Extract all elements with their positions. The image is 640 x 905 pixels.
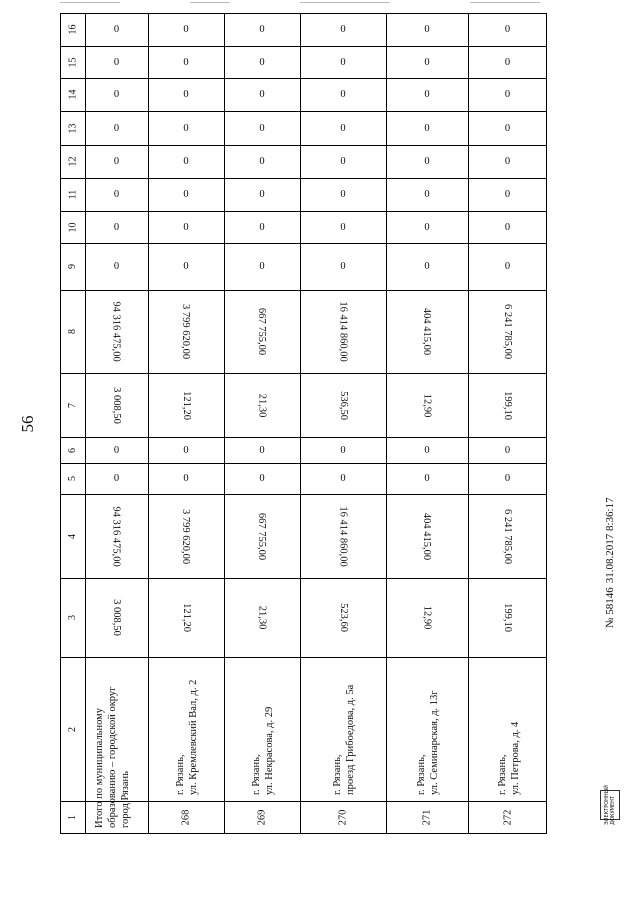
table-row-270-col4-text: 16 414 860,00 xyxy=(337,505,349,567)
table-row-269-col14 xyxy=(224,78,300,111)
table-row-270-col16 xyxy=(300,13,386,46)
column-header-14 xyxy=(60,78,85,111)
row-address-line: ул. Кремлевский Вал, д. 2 xyxy=(188,679,199,795)
table-row-271-col8-text: 404 415,00 xyxy=(421,307,433,356)
table-row-271-col15-text: 0 xyxy=(424,56,430,68)
table-row-270-col11 xyxy=(300,178,386,211)
table-row-268-col5-text: 0 xyxy=(183,473,189,484)
column-header-7-text: 7 xyxy=(67,402,78,408)
doc-number: № 58146 xyxy=(604,587,616,628)
row-address xyxy=(496,722,522,795)
table-row-268-col15-text: 0 xyxy=(183,56,189,68)
table-row-272-col14-text: 0 xyxy=(504,89,511,100)
column-header-2-text: 2 xyxy=(67,726,78,732)
row-address xyxy=(415,690,441,795)
total-row-col4 xyxy=(85,494,148,578)
column-header-3-text: 3 xyxy=(67,615,78,620)
table-row-268-col14-text: 0 xyxy=(183,89,189,100)
table-row-270-col5 xyxy=(300,463,386,494)
row-number xyxy=(468,801,547,834)
total-row-col8 xyxy=(85,290,148,373)
table-row-268-col8-text: 3 799 620,00 xyxy=(180,303,192,360)
table-row-270-col3 xyxy=(300,578,386,657)
table-row-268-col3-text: 121,20 xyxy=(180,603,192,632)
row-number xyxy=(224,801,300,834)
table-row-272-col3-text: 199,10 xyxy=(502,603,513,632)
table-row-270-col6-text: 0 xyxy=(340,444,346,456)
column-header-10 xyxy=(60,211,85,243)
table-row-272-col3 xyxy=(468,578,547,657)
row-number-text: 268 xyxy=(180,809,192,826)
table-row-268-col7 xyxy=(148,373,224,437)
row-address-line: проезд Грибоедова, д. 5а xyxy=(345,684,356,795)
table-row-271-col5 xyxy=(386,463,468,494)
table-row-271-col7 xyxy=(386,373,468,437)
column-header-13-text: 13 xyxy=(67,123,78,133)
table-row-269-col8 xyxy=(224,290,300,373)
column-header-16 xyxy=(60,13,85,46)
table-row-270-col15-text: 0 xyxy=(340,56,346,68)
table-row-269-col12 xyxy=(224,145,300,178)
table-row-268-col8 xyxy=(148,290,224,373)
table-row-270-col7 xyxy=(300,373,386,437)
total-row-col11 xyxy=(85,178,148,211)
table-row-272-col6 xyxy=(468,437,547,463)
table-row-270-col7-text: 536,50 xyxy=(337,390,349,420)
table-row-268-col7-text: 121,20 xyxy=(180,390,192,420)
row-address xyxy=(331,685,357,795)
total-row-col6-text: 0 xyxy=(113,444,120,456)
column-header-13 xyxy=(60,111,85,145)
total-row-col7 xyxy=(85,373,148,437)
column-header-12-text: 12 xyxy=(67,156,78,167)
row-address xyxy=(174,680,200,795)
table-row-269-col14-text: 0 xyxy=(259,89,265,100)
table-row-270-col13-text: 0 xyxy=(340,122,346,134)
column-header-15-text: 15 xyxy=(67,57,78,67)
table-row-272-col6-text: 0 xyxy=(504,444,511,456)
total-row-col16 xyxy=(85,13,148,46)
table-row-269-col3 xyxy=(224,578,300,657)
table-row-272-col13 xyxy=(468,111,547,145)
table-row-271-col13-text: 0 xyxy=(424,122,430,134)
column-header-8-text: 8 xyxy=(67,329,78,334)
table-row-271-col11-text: 0 xyxy=(424,189,430,200)
table-row-272-col4-text: 6 241 785,00 xyxy=(502,508,513,564)
total-row-col4-text: 94 316 475,00 xyxy=(111,505,122,567)
total-row-col3-text: 3 008,50 xyxy=(111,599,122,636)
table-row-268-col3 xyxy=(148,578,224,657)
total-row-col9 xyxy=(85,243,148,290)
total-row-label-line: город Рязань xyxy=(120,771,131,828)
table-row-268-col11-text: 0 xyxy=(183,189,189,200)
table-row-272-col8-text: 6 241 785,00 xyxy=(502,303,513,360)
table-row-272-col12 xyxy=(468,145,547,178)
table-row-271-col16-text: 0 xyxy=(424,24,430,35)
column-header-6 xyxy=(60,437,85,463)
table-row-272-col12-text: 0 xyxy=(504,156,511,167)
column-header-8 xyxy=(60,290,85,373)
row-address-line: г. Рязань, xyxy=(332,754,343,795)
table-row-271-col10-text: 0 xyxy=(424,221,430,233)
table-row-272-col7-text: 199,10 xyxy=(502,390,513,420)
column-header-1 xyxy=(60,801,85,834)
table-row-271-col9 xyxy=(386,243,468,290)
scan-noise xyxy=(470,2,540,3)
table-row-271-col16 xyxy=(386,13,468,46)
total-row-col5 xyxy=(85,463,148,494)
table-row-269-col3-text: 21,30 xyxy=(256,605,268,630)
column-header-11-text: 11 xyxy=(66,189,78,200)
table-row-270-col10-text: 0 xyxy=(340,221,346,233)
column-header-16-text: 16 xyxy=(67,24,78,35)
total-row-col14-text: 0 xyxy=(113,89,120,100)
table-row-271-col5-text: 0 xyxy=(424,473,430,484)
row-number-text: 270 xyxy=(337,809,349,826)
row-number xyxy=(386,801,468,834)
column-header-6-text: 6 xyxy=(67,447,78,453)
total-row-col9-text: 0 xyxy=(113,261,120,272)
table-row-272-col13-text: 0 xyxy=(504,122,511,134)
table-row-272-col10-text: 0 xyxy=(504,221,511,233)
table-row-271-col8 xyxy=(386,290,468,373)
table-row-272-col4 xyxy=(468,494,547,578)
table-row-268-col4 xyxy=(148,494,224,578)
table-row-269-col7-text: 21,30 xyxy=(256,393,268,417)
table-row-270-col14 xyxy=(300,78,386,111)
table-row-271-col6 xyxy=(386,437,468,463)
column-header-7 xyxy=(60,373,85,437)
page-number: 56 xyxy=(18,415,37,433)
row-address-line: ул. Некрасова, д. 29 xyxy=(264,706,275,795)
table-row-268-col14 xyxy=(148,78,224,111)
table-row-270-col16-text: 0 xyxy=(340,24,346,35)
table-row-272-col11 xyxy=(468,178,547,211)
table-row-268-col16 xyxy=(148,13,224,46)
row-address-line: ул. Семинарская, д. 13г xyxy=(429,690,440,795)
table-row-268-col12 xyxy=(148,145,224,178)
table-row-268-col16-text: 0 xyxy=(183,24,189,35)
total-row-col13-text: 0 xyxy=(113,122,120,134)
column-header-4-text: 4 xyxy=(67,533,78,539)
total-row-label-line: образованию – городской округ xyxy=(107,686,118,828)
table-row-271-col14-text: 0 xyxy=(424,89,430,100)
row-address-line: г. Рязань, xyxy=(251,754,262,795)
table-row-269-col6 xyxy=(224,437,300,463)
table-row-270-col12 xyxy=(300,145,386,178)
row-address-line: ул. Петрова, д. 4 xyxy=(510,721,521,795)
total-row-col6 xyxy=(85,437,148,463)
row-number-text: 272 xyxy=(502,809,513,826)
table-row-269-col13-text: 0 xyxy=(259,122,265,134)
column-header-1-text: 1 xyxy=(67,815,78,820)
total-row-label xyxy=(93,687,132,828)
table-row-269-col8-text: 667 755,00 xyxy=(256,307,268,356)
column-header-10-text: 10 xyxy=(67,222,78,232)
table-row-268-col10-text: 0 xyxy=(183,221,189,233)
table-row-269-col10 xyxy=(224,211,300,243)
table-row-271-col10 xyxy=(386,211,468,243)
table-row-271-col6-text: 0 xyxy=(424,444,430,456)
table-row-269-col15-text: 0 xyxy=(259,56,265,68)
scan-noise xyxy=(190,2,230,3)
total-row-col15-text: 0 xyxy=(113,56,120,68)
table-row-270-col9-text: 0 xyxy=(340,261,346,272)
table-row-271-col3-text: 12,90 xyxy=(421,605,433,630)
column-header-12 xyxy=(60,145,85,178)
scan-noise xyxy=(60,2,120,3)
column-header-11 xyxy=(60,178,85,211)
stamp-text: ЭЛЕКТРОННЫЙ ДОКУМЕНТ xyxy=(604,785,616,825)
total-row-col12-text: 0 xyxy=(113,156,120,167)
table-row-272-col14 xyxy=(468,78,547,111)
table-row-271-col14 xyxy=(386,78,468,111)
table-row-272-col8 xyxy=(468,290,547,373)
row-number xyxy=(148,801,224,834)
table-row-271-col12-text: 0 xyxy=(424,156,430,167)
table-row-269-col5-text: 0 xyxy=(259,473,265,484)
total-row-col5-text: 0 xyxy=(113,473,120,484)
total-row-col11-text: 0 xyxy=(113,189,120,200)
total-row-col16-text: 0 xyxy=(113,24,120,35)
table-row-269-col11-text: 0 xyxy=(259,189,265,200)
table-row-270-col6 xyxy=(300,437,386,463)
column-header-9 xyxy=(60,243,85,290)
table-row-269-col4 xyxy=(224,494,300,578)
column-header-4 xyxy=(60,494,85,578)
table-row-268-col11 xyxy=(148,178,224,211)
total-row-col10 xyxy=(85,211,148,243)
row-address-line: г. Рязань, xyxy=(497,754,508,795)
table-row-268-col6 xyxy=(148,437,224,463)
table-row-268-col15 xyxy=(148,46,224,78)
table-row-268-col13-text: 0 xyxy=(183,122,189,134)
column-header-15 xyxy=(60,46,85,78)
row-address-line: г. Рязань, xyxy=(416,754,427,795)
scan-noise xyxy=(300,2,390,3)
total-row-col15 xyxy=(85,46,148,78)
table-row-271-col9-text: 0 xyxy=(424,261,430,272)
table-row-269-col16-text: 0 xyxy=(259,24,265,35)
table-row-272-col16-text: 0 xyxy=(504,24,511,35)
table-row-271-col7-text: 12,90 xyxy=(421,393,433,417)
table-row-271-col12 xyxy=(386,145,468,178)
row-number-text: 269 xyxy=(256,809,268,826)
table-row-268-col4-text: 3 799 620,00 xyxy=(180,508,192,564)
table-row-272-col9-text: 0 xyxy=(504,261,511,272)
row-address-line: г. Рязань, xyxy=(175,754,186,795)
table-row-272-col10 xyxy=(468,211,547,243)
table-row-270-col9 xyxy=(300,243,386,290)
table-row-272-col7 xyxy=(468,373,547,437)
row-address xyxy=(250,707,276,795)
total-row-col8-text: 94 316 475,00 xyxy=(111,301,122,362)
footer xyxy=(600,438,620,628)
table-row-270-col3-text: 523,60 xyxy=(337,603,349,632)
table-row-272-col15 xyxy=(468,46,547,78)
table-row-270-col14-text: 0 xyxy=(340,89,346,100)
table-row-269-col13 xyxy=(224,111,300,145)
table-row-271-col11 xyxy=(386,178,468,211)
total-row-col13 xyxy=(85,111,148,145)
table-row-268-col13 xyxy=(148,111,224,145)
table-row-272-col16 xyxy=(468,13,547,46)
table-row-271-col13 xyxy=(386,111,468,145)
total-row-col14 xyxy=(85,78,148,111)
table-row-271-col15 xyxy=(386,46,468,78)
table-row-272-col15-text: 0 xyxy=(504,56,511,68)
table-row-268-col10 xyxy=(148,211,224,243)
table-row-270-col5-text: 0 xyxy=(340,473,346,484)
table-row-272-col5 xyxy=(468,463,547,494)
grid-line xyxy=(60,657,547,658)
table-row-271-col4 xyxy=(386,494,468,578)
total-row-col7-text: 3 008,50 xyxy=(111,386,122,424)
column-header-14-text: 14 xyxy=(67,89,78,100)
table-row-269-col9 xyxy=(224,243,300,290)
table-row-270-col12-text: 0 xyxy=(340,156,346,167)
column-header-9-text: 9 xyxy=(67,264,78,269)
table-row-269-col9-text: 0 xyxy=(259,261,265,272)
table-row-268-col5 xyxy=(148,463,224,494)
table-row-270-col8 xyxy=(300,290,386,373)
column-header-5 xyxy=(60,463,85,494)
table-row-272-col5-text: 0 xyxy=(504,473,511,484)
table-row-269-col7 xyxy=(224,373,300,437)
table-row-269-col16 xyxy=(224,13,300,46)
table-row-270-col13 xyxy=(300,111,386,145)
table-row-270-col10 xyxy=(300,211,386,243)
column-header-5-text: 5 xyxy=(67,476,78,481)
table-row-269-col11 xyxy=(224,178,300,211)
column-header-3 xyxy=(60,578,85,657)
table-row-272-col9 xyxy=(468,243,547,290)
total-row-col10-text: 0 xyxy=(113,221,120,233)
table-row-269-col15 xyxy=(224,46,300,78)
doc-datetime: 31.08.2017 8:36:17 xyxy=(604,497,616,584)
table-row-269-col12-text: 0 xyxy=(259,156,265,167)
total-row-col12 xyxy=(85,145,148,178)
row-number xyxy=(300,801,386,834)
table-row-268-col6-text: 0 xyxy=(183,444,189,456)
table-row-271-col3 xyxy=(386,578,468,657)
table-row-272-col11-text: 0 xyxy=(504,189,511,200)
table-row-270-col15 xyxy=(300,46,386,78)
table-row-269-col10-text: 0 xyxy=(259,221,265,233)
table-row-271-col4-text: 404 415,00 xyxy=(421,512,433,560)
table-row-268-col9-text: 0 xyxy=(183,261,189,272)
stamp-icon xyxy=(600,785,620,825)
table-row-269-col4-text: 667 755,00 xyxy=(256,512,268,560)
table-row-268-col9 xyxy=(148,243,224,290)
table-row-269-col5 xyxy=(224,463,300,494)
table-row-270-col11-text: 0 xyxy=(340,189,346,200)
row-number-text: 271 xyxy=(421,809,433,826)
table-row-270-col4 xyxy=(300,494,386,578)
total-row-col3 xyxy=(85,578,148,657)
total-row-label-line: Итого по муниципальному xyxy=(94,707,105,828)
table-row-268-col12-text: 0 xyxy=(183,156,189,167)
column-header-2 xyxy=(60,657,85,801)
table-row-270-col8-text: 16 414 860,00 xyxy=(337,301,349,362)
table-row-269-col6-text: 0 xyxy=(259,444,265,456)
